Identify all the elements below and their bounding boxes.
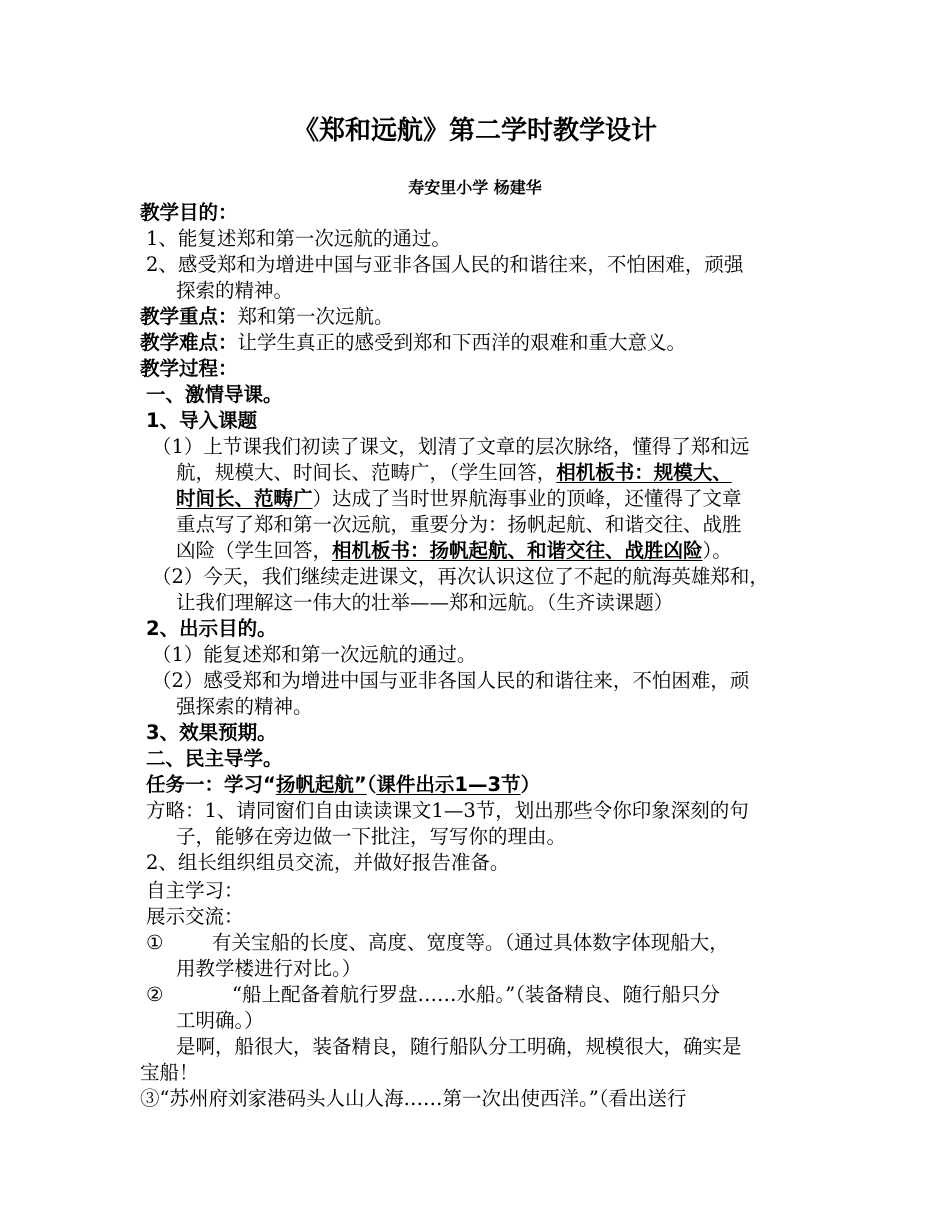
para-1-line-5: [176, 538, 866, 564]
task-1-paren-close: ）: [520, 773, 541, 796]
part-2-heading: 二、民主导学。: [146, 747, 283, 770]
case-2-text: “船上配备着航行罗盘……水船。”（装备精良、随行船只分: [232, 983, 720, 1006]
board-note-1-cont: 时间长、范畴广: [176, 487, 313, 510]
para-1-line-2-text: 航，规模大、时间长、范畴广，（学生回答，: [176, 461, 557, 484]
summary-line-1: 是啊，船很大，装备精良，随行船队分工明确，规模很大，确实是: [176, 1035, 742, 1058]
para-1-line-1: （1）上节课我们初读了课文，划清了文章的层次脉络，懂得了郑和远: [152, 435, 750, 458]
task-1-heading: [146, 772, 836, 798]
difficulty-line: [140, 330, 830, 356]
case-1-cont: 用教学楼进行对比。）: [176, 957, 362, 980]
goal-2-line-1: 2、感受郑和为增进中国与亚非各国人民的和谐往来，不怕困难，顽强: [146, 253, 744, 276]
difficulty-label: 教学难点：: [140, 331, 238, 354]
section-2-item-1: （1）能复述郑和第一次远航的通过。: [152, 643, 477, 666]
para-1-line-3: [176, 486, 866, 512]
goals-heading: 教学目的：: [140, 201, 238, 224]
section-3-heading: 3、效果预期。: [146, 721, 277, 744]
part-1-heading: 一、激情导课。: [146, 383, 283, 406]
section-2-item-2-cont: 强探索的精神。: [176, 695, 313, 718]
method-line-2: 子，能够在旁边做一下批注，写写你的理由。: [176, 825, 567, 848]
document-title: 《郑和远航》第二学时教学设计: [292, 116, 657, 146]
task-1-paren-open: （: [366, 773, 377, 796]
para-1-line-5-text: 凶险（学生回答，: [176, 539, 333, 562]
task-1-courseware: 课件出示1—3节: [376, 773, 521, 796]
case-1-text: 有关宝船的长度、高度、宽度等。（通过具体数字体现船大，: [212, 931, 729, 954]
task-1-label: 任务一：学习“: [146, 773, 276, 796]
section-1-heading: 1、导入课题: [146, 409, 258, 432]
para-1-line-2: [176, 460, 866, 486]
difficulty-text: 让学生真正的感受到郑和下西洋的艰难和重大意义。: [237, 331, 687, 354]
para-1-line-4: 重点写了郑和第一次远航，重要分为：扬帆起航、和谐交往、战胜: [176, 513, 742, 536]
goal-2-line-2: 探索的精神。: [176, 279, 294, 302]
goal-1: 1、能复述郑和第一次远航的通过。: [146, 227, 451, 250]
self-study-label: 自主学习：: [146, 879, 244, 902]
para-2-line-1: （2）今天，我们继续走进课文，再次认识这位了不起的航海英雄郑和，: [152, 565, 769, 588]
section-2-item-2: （2）感受郑和为增进中国与亚非各国人民的和谐往来，不怕困难，顽: [152, 669, 750, 692]
case-2-cont: 工明确。）: [176, 1009, 264, 1032]
para-2-line-2: 让我们理解这一伟大的壮举——郑和远航。（生齐读课题）: [176, 591, 674, 614]
para-1-line-5-end: ）。: [702, 539, 732, 562]
process-heading: 教学过程：: [140, 357, 238, 380]
show-label: 展示交流：: [146, 905, 244, 928]
case-3-line: ③“苏州府刘家港码头人山人海……第一次出使西洋。”（看出送行: [140, 1087, 687, 1110]
key-point-line: [140, 304, 830, 330]
method-line-3: 2、组长组织组员交流，并做好报告准备。: [146, 851, 510, 874]
section-2-heading: 2、出示目的。: [146, 617, 277, 640]
board-note-1: 相机板书：规模大、: [556, 461, 732, 484]
task-1-topic: 扬帆起航”: [275, 773, 367, 796]
board-note-2: 相机板书：扬帆起航、和谐交往、战胜凶险: [332, 539, 703, 562]
case-1-num: ①: [146, 931, 164, 954]
key-point-text: 郑和第一次远航。: [237, 305, 394, 328]
summary-line-2: 宝船！: [140, 1061, 199, 1084]
key-point-label: 教学重点：: [140, 305, 238, 328]
author-line: 寿安里小学 杨建华: [408, 178, 542, 197]
method-line-1: 方略：1、请同窗们自由读读课文1—3节，划出那些令你印象深刻的句: [146, 799, 749, 822]
para-1-line-3-text: ）达成了当时世界航海事业的顶峰，还懂得了文章: [312, 487, 742, 510]
case-2-num: ②: [146, 983, 164, 1006]
